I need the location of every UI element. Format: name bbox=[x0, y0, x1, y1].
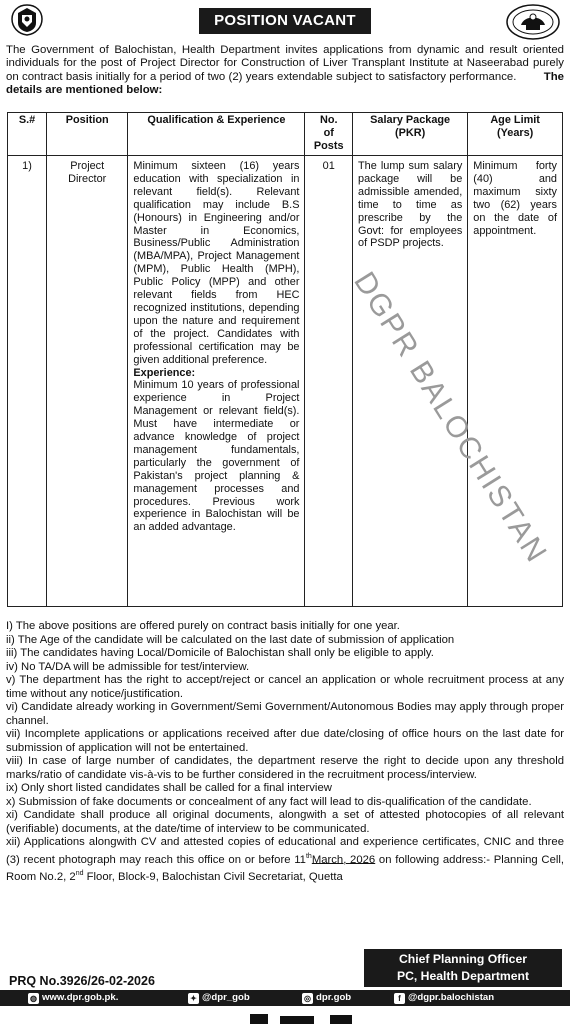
row-position: Project Director bbox=[47, 156, 128, 607]
page-title: POSITION VACANT bbox=[199, 8, 371, 34]
header-position: Position bbox=[47, 113, 128, 156]
intro-text: The Government of Balochistan, Health Department invites applications from dynamic and result oriented individuals for the post of Project Director for Construction of Liver Transplant Institute at Naseerabad purely on contract basis initially for a period of two (2) years extendable subject to satisfactory performance. bbox=[6, 44, 564, 83]
website-link[interactable]: ◍ www.dpr.gob.pk. bbox=[30, 992, 119, 1003]
department-seal-logo bbox=[504, 3, 562, 41]
experience-text: Minimum 10 years of professional experience in Project Management or relevant field(s). Must have intermediate or advance knowledge of project management fundamentals, particularly the government of Pakistan's project planning & management processes and procedures. Previous work experience in Balochistan will be an added advantage. bbox=[133, 379, 300, 534]
condition-item: ix) Only short listed candidates shall be called for a final interview bbox=[6, 782, 332, 794]
instagram-link[interactable]: ◎ dpr.gob bbox=[304, 992, 352, 1003]
condition-item: ii) The Age of the candidate will be calculated on the last date of submission of application bbox=[6, 633, 455, 646]
row-posts: 01 bbox=[305, 156, 353, 607]
position-table bbox=[7, 112, 563, 607]
prq-number: PRQ No.3926/26-02-2026 bbox=[9, 974, 155, 988]
header-qualification: Qualification & Experience bbox=[128, 113, 305, 156]
watermark: DGPR BALOCHISTAN bbox=[347, 266, 554, 570]
experience-heading: Experience: bbox=[133, 366, 196, 379]
header bbox=[0, 0, 570, 44]
condition-item-xii: xii) Applications alongwith CV and attested copies of educational and experience certificates, CNIC and three (3) recent photograph may reach this office on or before 11thMarch, 2026 on following address:- Planning Cell, Room No.2, 2nd Floor, Block-9, Balochistan Civil Secretariat, Quetta bbox=[6, 836, 565, 883]
officer-title: Chief Planning Officer bbox=[399, 952, 527, 966]
table-row bbox=[8, 156, 563, 607]
condition-item: viii) In case of large number of candidates, the department reserve the right to decide upon any threshold marks/ratio of candidate vis-à-vis to be further considered in the recruitment process/interview. bbox=[6, 755, 564, 781]
deadline-date: March, 2026 bbox=[311, 853, 376, 866]
facebook-link[interactable]: f @dgpr.balochistan bbox=[394, 992, 494, 1004]
officer-department: PC, Health Department bbox=[396, 969, 530, 983]
header-age: Age Limit (Years) bbox=[468, 113, 563, 156]
row-age: Minimum forty (40) and maximum sixty two (62) years on the date of appointment. bbox=[468, 156, 563, 607]
facebook-icon: f bbox=[394, 993, 405, 1004]
footer-bar bbox=[0, 990, 570, 1006]
header-salary: Salary Package (PKR) bbox=[353, 113, 468, 156]
condition-item: vi) Candidate already working in Government/Semi Government/Autonomous Bodies may apply through proper channel. bbox=[6, 701, 564, 727]
condition-item: vii) Incomplete applications or applications received after due date/closing of office hours on the last date for submission of application will not be entertained. bbox=[6, 728, 564, 754]
intro-paragraph bbox=[6, 44, 564, 98]
table-header-row bbox=[8, 113, 563, 156]
government-emblem-logo bbox=[8, 3, 46, 37]
qualification-text: Minimum sixteen (16) years education with specialization in relevant field(s). Relevant qualification may include B.S (Honours) in Engineering and/or Master in Economics, Business/Public Administration (MBA/MPA), Project Management (MPM), Public Health (MPH), Public Policy (MPP) and other relevant fields from HEC recognized institutions, depending upon the nature and requirement of the project. Candidates with professional certification may be given additional preference. bbox=[133, 160, 300, 366]
officer-signature-block bbox=[364, 949, 562, 987]
row-sno: 1) bbox=[8, 156, 47, 607]
condition-item: I) The above positions are offered purely on contract basis initially for one year. bbox=[6, 620, 400, 632]
instagram-icon: ◎ bbox=[302, 993, 313, 1004]
globe-icon: ◍ bbox=[28, 993, 39, 1004]
row-qualification bbox=[128, 156, 305, 607]
twitter-icon: ✦ bbox=[188, 993, 199, 1004]
condition-item: v) The department has the right to accept/reject or cancel an application or whole recruitment process at any time without any notice/justification. bbox=[6, 674, 564, 700]
header-posts: No. of Posts bbox=[305, 113, 353, 156]
condition-item: x) Submission of fake documents or concealment of any fact will lead to dis-qualification of the candidate. bbox=[6, 795, 532, 808]
condition-item: iv) No TA/DA will be admissible for test/interview. bbox=[6, 660, 250, 673]
twitter-link[interactable]: ✦ @dpr_gob bbox=[188, 992, 250, 1004]
details-lead: The details are mentioned below: bbox=[6, 70, 564, 97]
row-salary: The lump sum salary package will be admissible amended, time to time as prescribe by the Govt: for employees of PSDP projects. bbox=[353, 156, 468, 607]
condition-item: xi) Candidate shall produce all original documents, alongwith a set of attested photocopies of all relevant (verifiable) documents, at the date/time of interview to be communicated. bbox=[6, 809, 564, 835]
conditions-list bbox=[6, 620, 564, 884]
header-sno: S.# bbox=[8, 113, 47, 156]
condition-item: iii) The candidates having Local/Domicile of Balochistan shall only be eligible to apply. bbox=[6, 647, 434, 659]
cropped-graphic-fragment bbox=[250, 1010, 360, 1024]
